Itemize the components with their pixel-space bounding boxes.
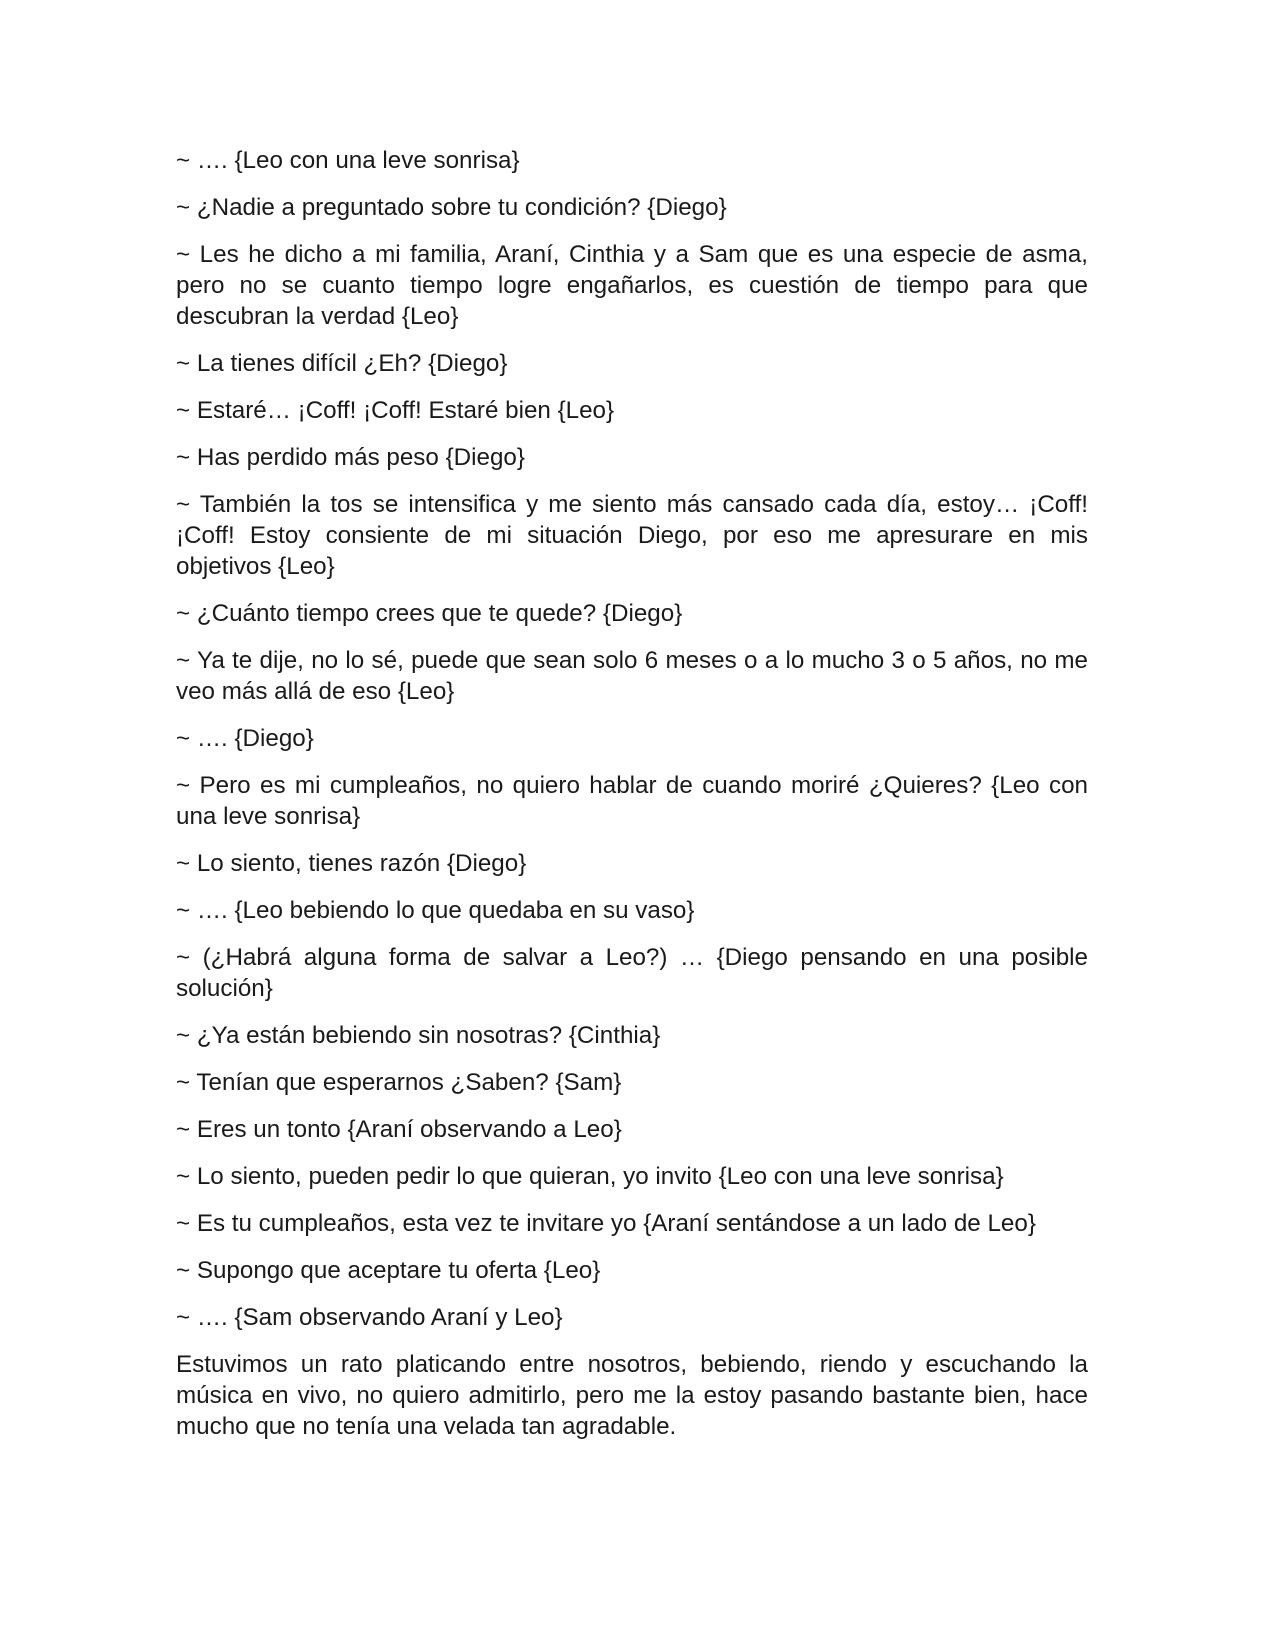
document-page	[176, 145, 1088, 1458]
dialogue-line: ~ La tienes difícil ¿Eh? {Diego}	[176, 350, 508, 377]
dialogue-line: ~ Tenían que esperarnos ¿Saben? {Sam}	[176, 1069, 622, 1096]
dialogue-line: ~ Lo siento, tienes razón {Diego}	[176, 850, 527, 877]
dialogue-line: ~ Estaré… ¡Coff! ¡Coff! Estaré bien {Leo}	[176, 397, 615, 424]
dialogue-line: ~ Les he dicho a mi familia, Araní, Cinthia y a Sam que es una especie de asma, pero no se cuanto tiempo logre engañarlos, es cuestión de tiempo para que descubran la verdad {Leo}	[176, 241, 1088, 330]
dialogue-line: ~ (¿Habrá alguna forma de salvar a Leo?) … {Diego pensando en una posible solución}	[176, 944, 1088, 1002]
dialogue-line: ~ …. {Sam observando Araní y Leo}	[176, 1304, 563, 1331]
dialogue-line: ~ …. {Leo con una leve sonrisa}	[176, 147, 520, 174]
dialogue-line: ~ Eres un tonto {Araní observando a Leo}	[176, 1116, 622, 1143]
dialogue-line: ~ ¿Cuánto tiempo crees que te quede? {Diego}	[176, 600, 683, 627]
dialogue-line: ~ Has perdido más peso {Diego}	[176, 444, 525, 471]
dialogue-line: ~ Pero es mi cumpleaños, no quiero hablar de cuando moriré ¿Quieres? {Leo con una leve sonrisa}	[176, 772, 1088, 830]
dialogue-line: ~ ¿Ya están bebiendo sin nosotras? {Cinthia}	[176, 1022, 661, 1049]
dialogue-line: ~ También la tos se intensifica y me siento más cansado cada día, estoy… ¡Coff! ¡Coff! Estoy consiente de mi situación Diego, por eso me apresurare en mis objetivos {Leo}	[176, 491, 1088, 580]
dialogue-line: ~ ¿Nadie a preguntado sobre tu condición? {Diego}	[176, 194, 727, 221]
narrative-paragraph: Estuvimos un rato platicando entre nosotros, bebiendo, riendo y escuchando la música en vivo, no quiero admitirlo, pero me la estoy pasando bastante bien, hace mucho que no tenía una velada tan agradable.	[176, 1351, 1088, 1440]
dialogue-line: ~ Lo siento, pueden pedir lo que quieran, yo invito {Leo con una leve sonrisa}	[176, 1163, 1004, 1190]
dialogue-line: ~ Ya te dije, no lo sé, puede que sean solo 6 meses o a lo mucho 3 o 5 años, no me veo más allá de eso {Leo}	[176, 647, 1088, 705]
dialogue-line: ~ …. {Leo bebiendo lo que quedaba en su vaso}	[176, 897, 695, 924]
dialogue-line: ~ Es tu cumpleaños, esta vez te invitare yo {Araní sentándose a un lado de Leo}	[176, 1210, 1036, 1237]
dialogue-line: ~ …. {Diego}	[176, 725, 314, 752]
dialogue-line: ~ Supongo que aceptare tu oferta {Leo}	[176, 1257, 601, 1284]
